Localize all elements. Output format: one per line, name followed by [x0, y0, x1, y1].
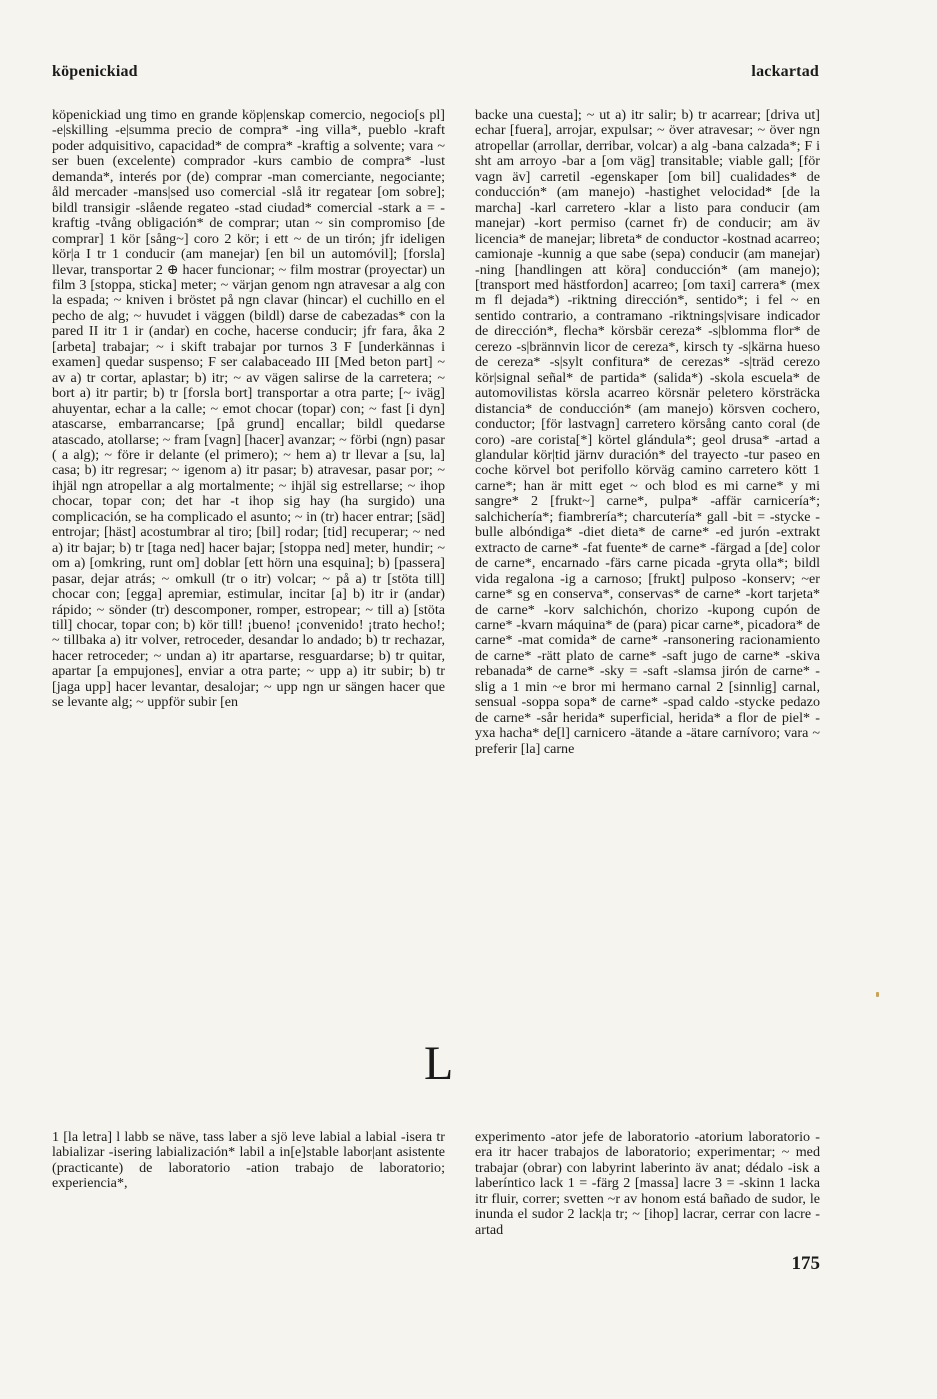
- running-head-right: lackartad: [751, 63, 819, 80]
- column-1-text: köpenickiad ung timo en grande köp|enskap comercio, negocio[s pl] -e|skilling -e|summa precio de compra* -ing villa*, pueblo -kraft poder adquisitivo, capacidad* de compra* -kraftig a solvente; vara ~ ser buen (excelente) comprador -kurs cambio de compra* -lust demanda*, interés por (de) comprar -man comerciante, negociante; åld mercader -mans|sed uso comercial -slå itr regatear [om sobre]; bildl transigir -slående regateo -stad ciudad* comercial -stark a = -kraftig -tvång obligación* de comprar; utan ~ sin compromiso [de comprar] 1 kör [sång~] coro 2 kör; i ett ~ de un tirón; jfr ideligen kör|a I tr 1 conducir (am manejar) [en bil un automóvil]; [forsla] llevar, transportar 2 ⊕ hacer funcionar; ~ film mostrar (proyectar) un film 3 [stoppa, sticka] meter; ~ värjan genom ngn atravesar a alg con la espada; ~ kniven i bröstet på ngn clavar (hincar) el cuchillo en el pecho de alg; ~ huvudet i väggen (bildl) darse de cabezadas* con la pared II itr 1 ir (andar) en coche, hacerse conducir; jfr fara, åka 2 [arbeta] trabajar; ~ i skift trabajar por turnos 3 F [underkännas i examen] quedar suspenso; F ser calabaceado III [Med beton part] ~ av a) tr cortar, aplastar; b) itr; ~ av vägen salirse de la carretera; ~ bort a) itr partir; b) tr [forsla bort] transportar a otra parte; [~ iväg] ahuyentar, echar a la calle; ~ emot chocar (topar) con; ~ fast [i dyn] atascarse, embarrancarse; [på grund] encallar; bildl quedarse atascado, atollarse; ~ fram [vagn] [hacer] avanzar; ~ förbi (ngn) pasar ( a alg); ~ före ir delante (el primero); ~ hem a) tr llevar a [su, la] casa; b) itr regresar; ~ igenom a) itr pasar; b) atravesar, pasar por; ~ ihjäl ngn atropellar a alg mortalmente; ~ ihjäl sig estrellarse; ~ ihop chocar, topar con; det har -t ihop sig hay (ha surgido) una complicación, se ha complicado el asunto; ~ in (tr) hacer entrar; [säd] entrojar; [häst] acostumbrar al tiro; [bil] rodar; [tid] recuperar; ~ ned a) itr bajar; b) tr [taga ned] hacer bajar; [stoppa ned] meter, hundir; ~ om a) [omkring, runt om] doblar [ett hörn una esquina]; b) [passera] pasar, dejar atrás; ~ omkull (tr o itr) volcar; ~ på a) tr [stöta till] chocar con; [egga] apremiar, estimular, incitar [a] b) itr ir (andar) rápido; ~ sönder (tr) descomponer, romper, estropear; ~ till a) [stöta till] chocar, topar con; b) kör till! ¡bueno! ¡convenido! ¡trato hecho!; ~ tillbaka a) itr volver, retroceder, desandar lo andado; b) tr rechazar, hacer retroceder; ~ undan a) itr apartarse, resguardarse; b) tr quitar, apartar [a empujones], enviar a otra parte; ~ upp a) itr subir; b) tr [jaga upp] hacer levantar, desalojar; ~ upp ngn ur sängen hacer que se levante alg; ~ uppför subir [en: [52, 107, 445, 711]
- section-letter: L: [424, 1037, 454, 1090]
- paper-speck: [876, 992, 879, 997]
- column-3-text: 1 [la letra] l labb se näve, tass laber a sjö leve labial a labial -isera tr labializar -isering labialización* labil a in[e]stable labor|ant asistente (practicante) de laboratorio -ation trabajo de laboratorio; experiencia*,: [52, 1129, 445, 1192]
- column-3: [52, 1130, 445, 1192]
- column-2: [475, 108, 820, 757]
- page-number: 175: [791, 1253, 820, 1274]
- column-1: [52, 108, 445, 711]
- column-4: [475, 1130, 820, 1238]
- column-4-text: experimento -ator jefe de laboratorio -atorium laboratorio -era itr hacer trabajos de laboratorio; experimentar; ~ med trabajar (obrar) con labyrint laberinto äv anat; dédalo -isk a laberíntico lack 1 = -färg 2 [massa] lacre 3 = -skinn 1 lacka itr fluir, correr; svetten ~r av honom está bañado de sudor, le inunda el sudor 2 lack|a tr; ~ [ihop] lacrar, cerrar con lacre -artad: [475, 1129, 820, 1238]
- column-2-text: backe una cuesta]; ~ ut a) itr salir; b) tr acarrear; [driva ut] echar [fuera], arrojar, expulsar; ~ över atravesar; ~ över ngn atropellar (arrollar, derribar, volcar) a alg -bana calzada*; F i sht am arroyo -bar a [om väg] transitable; viable gall; [för vagn äv] carretil -egenskaper [om bil] cualidades* de conducción* (am manejo) -hastighet velocidad* [de la marcha] -karl carretero -klar a listo para conducir (am manejar) -kort permiso (carnet fr) de conducir; am äv licencia* de manejar; libreta* de conductor -kostnad acarreo; camionaje -kunnig a que sabe (sepa) conducir (am manejar) -ning [handlingen att köra] conducción* (am manejo); [transport med hästfordon] acarreo; [om taxi] carrera* (mex m fl dejada*) -riktning dirección*, sentido*; i fel ~ en sentido contrario, a contramano -riktnings|visare indicador de dirección*, flecha* körsbär cereza* -s|blomma flor* de cerezo -s|brännvin licor de cereza*, kirsch ty -s|kärna hueso de cereza* -s|sylt confitura* de cerezas* -s|träd cerezo kör|signal señal* de partida* (salida*) -skola escuela* de automovilistas körsla acarreo körsnär peletero körsträcka distancia* de conducción* (am manejo) körsven cochero, conductor; [för lastvagn] carretero körsång canto coral (de coro) -are corista[*] körtel glándula*; geol drusa* -artad a glandular kör|tid järnv duración* del trayecto -tur paseo en coche körvel bot perifollo körväg camino carretero kött 1 carne*; han är mitt eget ~ och blod es mi carne* y mi sangre* 2 [frukt~] carne*, pulpa* -affär carnicería*; salchichería*; fiambrería*; charcutería* gall -bit = -stycke -bulle albóndiga* -diet dieta* de carne* -ed jurón -extrakt extracto de carne* -fat fuente* de carne* -färgad a [de] color de carne*, encarnado -färs carne picada -gryta olla*; bildl vida regalona -ig a carnoso; [frukt] pulposo -konserv; ~er carne* sg en conserva*, conservas* de carne* -kort tarjeta* de carne* -korv salchichón, chorizo -kupong cupón de carne* -kvarn máquina* de (para) picar carne*, picadora* de carne* -mat comida* de carne* -ransonering racionamiento de carne* -rätt plato de carne* -saft jugo de carne* -skiva rebanada* de carne* -sky = -saft -slamsa jirón de carne* -slig a 1 min ~e bror mi hermano carnal 2 [sinnlig] carnal, sensual -soppa sopa* de carne* -spad caldo -stycke pedazo de carne* -sår herida* superficial, herida* a flor de piel* -yxa hacha* de[l] carnicero -ätande a -ätare carnívoro; vara ~ preferir [la] carne: [475, 107, 820, 757]
- running-head-left: köpenickiad: [52, 63, 138, 80]
